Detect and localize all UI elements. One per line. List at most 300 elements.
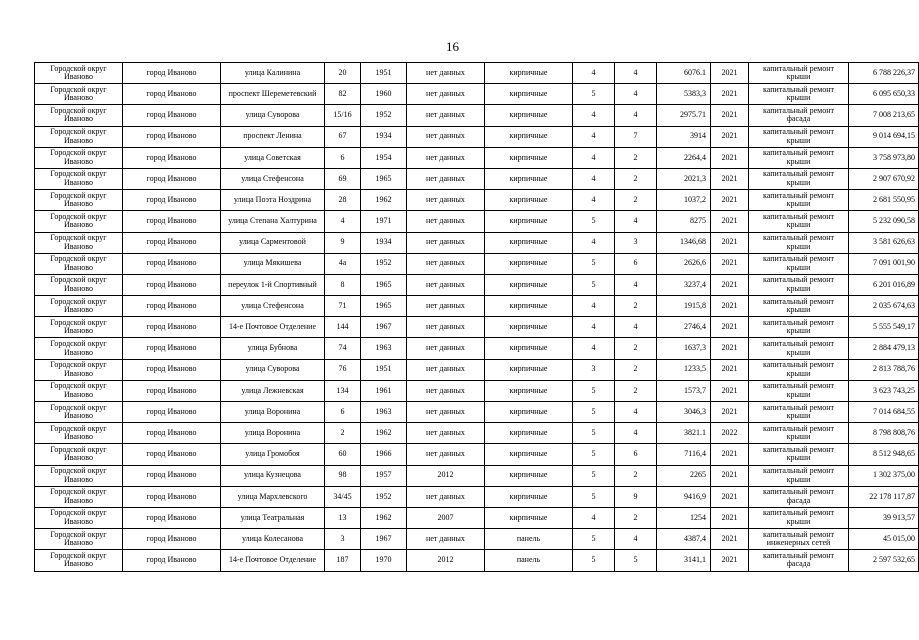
table-row [35,507,919,528]
cell-street: улица Советская [221,147,325,168]
cell-cost: 7 014 684,55 [849,402,919,423]
cell-house-number: 76 [325,359,361,380]
cell-work-type: капитальный ремонт крыши [749,232,849,253]
cell-city: город Иваново [123,147,221,168]
cell-street: проспект Шереметевский [221,84,325,105]
cell-floors: 5 [573,274,615,295]
cell-house-number: 13 [325,507,361,528]
cell-year-renovated: нет данных [407,147,485,168]
cell-area: 1915,8 [657,296,711,317]
cell-plan-year: 2021 [711,317,749,338]
cell-work-type: капитальный ремонт крыши [749,274,849,295]
cell-city: город Иваново [123,486,221,507]
cell-floors: 4 [573,105,615,126]
cell-floors: 5 [573,529,615,550]
cell-city: город Иваново [123,190,221,211]
cell-entrances: 2 [615,380,657,401]
cell-area: 1254 [657,507,711,528]
cell-area: 2021,3 [657,168,711,189]
cell-work-type: капитальный ремонт крыши [749,147,849,168]
cell-wall-material: кирпичные [485,486,573,507]
cell-wall-material: панель [485,550,573,571]
cell-street: улица Кузнецова [221,465,325,486]
cell-floors: 5 [573,550,615,571]
cell-house-number: 2 [325,423,361,444]
cell-floors: 4 [573,507,615,528]
cell-entrances: 2 [615,147,657,168]
cell-year-renovated: нет данных [407,529,485,550]
cell-house-number: 20 [325,63,361,84]
table-body [35,63,919,572]
cell-city: город Иваново [123,507,221,528]
cell-city: город Иваново [123,423,221,444]
cell-cost: 45 015,00 [849,529,919,550]
cell-house-number: 8 [325,274,361,295]
cell-work-type: капитальный ремонт крыши [749,190,849,211]
table-row [35,550,919,571]
cell-floors: 4 [573,338,615,359]
cell-street: проспект Ленина [221,126,325,147]
cell-city: город Иваново [123,465,221,486]
cell-house-number: 60 [325,444,361,465]
cell-district: Городской округ Иваново [35,359,123,380]
cell-city: город Иваново [123,84,221,105]
cell-city: город Иваново [123,274,221,295]
cell-district: Городской округ Иваново [35,486,123,507]
cell-entrances: 4 [615,84,657,105]
cell-district: Городской округ Иваново [35,211,123,232]
cell-work-type: капитальный ремонт крыши [749,126,849,147]
cell-plan-year: 2021 [711,529,749,550]
cell-work-type: капитальный ремонт инженерных сетей [749,529,849,550]
cell-year-renovated: 2012 [407,550,485,571]
cell-plan-year: 2021 [711,486,749,507]
cell-wall-material: кирпичные [485,211,573,232]
cell-area: 3141,1 [657,550,711,571]
cell-district: Городской округ Иваново [35,274,123,295]
cell-work-type: капитальный ремонт крыши [749,507,849,528]
cell-wall-material: кирпичные [485,317,573,338]
cell-work-type: капитальный ремонт фасада [749,486,849,507]
cell-city: город Иваново [123,296,221,317]
page-number: 16 [446,39,459,54]
cell-house-number: 144 [325,317,361,338]
cell-year-renovated: нет данных [407,84,485,105]
table-row [35,338,919,359]
cell-year-built: 1962 [361,507,407,528]
cell-area: 2264,4 [657,147,711,168]
cell-cost: 39 913,57 [849,507,919,528]
cell-district: Городской округ Иваново [35,253,123,274]
cell-wall-material: кирпичные [485,296,573,317]
table-row [35,296,919,317]
cell-cost: 2 907 670,92 [849,168,919,189]
cell-city: город Иваново [123,338,221,359]
cell-work-type: капитальный ремонт крыши [749,359,849,380]
cell-entrances: 4 [615,423,657,444]
cell-year-built: 1957 [361,465,407,486]
cell-cost: 2 597 532,65 [849,550,919,571]
cell-street: улица Бубнова [221,338,325,359]
cell-cost: 2 681 550,95 [849,190,919,211]
cell-floors: 3 [573,359,615,380]
cell-cost: 3 758 973,80 [849,147,919,168]
cell-plan-year: 2021 [711,147,749,168]
cell-plan-year: 2021 [711,211,749,232]
table-row [35,402,919,423]
cell-year-renovated: 2007 [407,507,485,528]
cell-floors: 4 [573,232,615,253]
cell-work-type: капитальный ремонт крыши [749,338,849,359]
cell-wall-material: кирпичные [485,126,573,147]
cell-work-type: капитальный ремонт крыши [749,317,849,338]
cell-year-built: 1962 [361,423,407,444]
cell-district: Городской округ Иваново [35,423,123,444]
cell-year-renovated: нет данных [407,423,485,444]
cell-work-type: капитальный ремонт фасада [749,105,849,126]
cell-floors: 5 [573,84,615,105]
cell-house-number: 4а [325,253,361,274]
table-row [35,232,919,253]
cell-year-built: 1971 [361,211,407,232]
cell-district: Городской округ Иваново [35,63,123,84]
cell-cost: 6 201 016,89 [849,274,919,295]
cell-floors: 5 [573,465,615,486]
cell-work-type: капитальный ремонт крыши [749,380,849,401]
cell-plan-year: 2021 [711,105,749,126]
cell-district: Городской округ Иваново [35,507,123,528]
cell-street: улица Воронина [221,423,325,444]
cell-wall-material: кирпичные [485,423,573,444]
cell-wall-material: кирпичные [485,380,573,401]
cell-floors: 5 [573,380,615,401]
table-row [35,253,919,274]
cell-plan-year: 2021 [711,63,749,84]
cell-year-renovated: нет данных [407,296,485,317]
cell-wall-material: кирпичные [485,402,573,423]
cell-plan-year: 2021 [711,168,749,189]
cell-city: город Иваново [123,63,221,84]
cell-area: 1233,5 [657,359,711,380]
cell-work-type: капитальный ремонт крыши [749,423,849,444]
cell-year-built: 1934 [361,126,407,147]
cell-street: переулок 1-й Спортивный [221,274,325,295]
cell-cost: 2 884 479,13 [849,338,919,359]
cell-district: Городской округ Иваново [35,529,123,550]
cell-wall-material: кирпичные [485,444,573,465]
cell-cost: 2 813 788,76 [849,359,919,380]
cell-house-number: 9 [325,232,361,253]
cell-year-renovated: нет данных [407,63,485,84]
cell-cost: 7 008 213,65 [849,105,919,126]
cell-work-type: капитальный ремонт крыши [749,211,849,232]
cell-area: 8275 [657,211,711,232]
cell-district: Городской округ Иваново [35,190,123,211]
cell-city: город Иваново [123,444,221,465]
cell-street: улица Мякишева [221,253,325,274]
cell-district: Городской округ Иваново [35,105,123,126]
cell-year-built: 1962 [361,190,407,211]
cell-year-renovated: нет данных [407,486,485,507]
cell-entrances: 4 [615,105,657,126]
cell-year-renovated: нет данных [407,232,485,253]
cell-wall-material: панель [485,529,573,550]
table-row [35,126,919,147]
cell-year-built: 1961 [361,380,407,401]
cell-plan-year: 2021 [711,190,749,211]
cell-cost: 5 555 549,17 [849,317,919,338]
cell-city: город Иваново [123,211,221,232]
cell-house-number: 4 [325,211,361,232]
cell-area: 9416,9 [657,486,711,507]
cell-wall-material: кирпичные [485,84,573,105]
cell-city: город Иваново [123,232,221,253]
cell-district: Городской округ Иваново [35,84,123,105]
cell-street: 14-е Почтовое Отделение [221,317,325,338]
cell-entrances: 4 [615,317,657,338]
cell-wall-material: кирпичные [485,507,573,528]
table-row [35,486,919,507]
cell-street: улица Поэта Ноздрина [221,190,325,211]
cell-plan-year: 2022 [711,423,749,444]
cell-year-built: 1966 [361,444,407,465]
cell-wall-material: кирпичные [485,63,573,84]
cell-district: Городской округ Иваново [35,126,123,147]
cell-entrances: 4 [615,274,657,295]
cell-cost: 3 623 743,25 [849,380,919,401]
cell-area: 2265 [657,465,711,486]
cell-entrances: 2 [615,168,657,189]
cell-plan-year: 2021 [711,380,749,401]
cell-house-number: 187 [325,550,361,571]
cell-street: улица Колесанова [221,529,325,550]
cell-house-number: 6 [325,147,361,168]
cell-entrances: 2 [615,507,657,528]
housing-repair-table [34,62,919,572]
cell-house-number: 69 [325,168,361,189]
cell-district: Городской округ Иваново [35,147,123,168]
cell-house-number: 34/45 [325,486,361,507]
cell-year-built: 1967 [361,529,407,550]
cell-district: Городской округ Иваново [35,168,123,189]
table-row [35,380,919,401]
cell-work-type: капитальный ремонт крыши [749,168,849,189]
cell-plan-year: 2021 [711,465,749,486]
cell-wall-material: кирпичные [485,105,573,126]
cell-floors: 4 [573,296,615,317]
cell-house-number: 71 [325,296,361,317]
cell-cost: 6 095 650,33 [849,84,919,105]
cell-house-number: 82 [325,84,361,105]
cell-city: город Иваново [123,126,221,147]
cell-entrances: 4 [615,211,657,232]
cell-area: 7116,4 [657,444,711,465]
cell-entrances: 4 [615,529,657,550]
cell-area: 6076.1 [657,63,711,84]
cell-district: Городской округ Иваново [35,317,123,338]
cell-floors: 5 [573,253,615,274]
cell-entrances: 6 [615,253,657,274]
cell-floors: 4 [573,168,615,189]
cell-wall-material: кирпичные [485,274,573,295]
cell-house-number: 15/16 [325,105,361,126]
cell-city: город Иваново [123,317,221,338]
cell-entrances: 9 [615,486,657,507]
cell-area: 2626,6 [657,253,711,274]
cell-year-built: 1965 [361,296,407,317]
table-row [35,465,919,486]
cell-wall-material: кирпичные [485,253,573,274]
cell-year-renovated: нет данных [407,190,485,211]
cell-plan-year: 2021 [711,550,749,571]
table-row [35,84,919,105]
cell-district: Городской округ Иваново [35,550,123,571]
cell-floors: 4 [573,190,615,211]
cell-year-renovated: нет данных [407,359,485,380]
cell-area: 1573,7 [657,380,711,401]
cell-year-built: 1934 [361,232,407,253]
cell-floors: 5 [573,486,615,507]
cell-area: 3914 [657,126,711,147]
cell-year-renovated: нет данных [407,126,485,147]
table-row [35,359,919,380]
cell-area: 1037,2 [657,190,711,211]
cell-cost: 2 035 674,63 [849,296,919,317]
cell-plan-year: 2021 [711,232,749,253]
cell-year-renovated: нет данных [407,338,485,359]
cell-cost: 9 014 694,15 [849,126,919,147]
cell-street: улица Сарментовой [221,232,325,253]
cell-year-built: 1965 [361,274,407,295]
cell-plan-year: 2021 [711,253,749,274]
cell-year-renovated: нет данных [407,105,485,126]
cell-wall-material: кирпичные [485,168,573,189]
cell-plan-year: 2021 [711,507,749,528]
cell-district: Городской округ Иваново [35,232,123,253]
table-row [35,274,919,295]
cell-street: улица Степана Халтурина [221,211,325,232]
cell-plan-year: 2021 [711,84,749,105]
cell-area: 3046,3 [657,402,711,423]
cell-floors: 4 [573,317,615,338]
cell-district: Городской округ Иваново [35,444,123,465]
cell-work-type: капитальный ремонт крыши [749,465,849,486]
cell-floors: 4 [573,147,615,168]
cell-entrances: 4 [615,402,657,423]
cell-year-built: 1963 [361,402,407,423]
cell-work-type: капитальный ремонт фасада [749,550,849,571]
cell-plan-year: 2021 [711,444,749,465]
cell-plan-year: 2021 [711,296,749,317]
table-row [35,423,919,444]
cell-year-built: 1970 [361,550,407,571]
cell-street: улица Воронина [221,402,325,423]
cell-work-type: капитальный ремонт крыши [749,444,849,465]
cell-year-built: 1951 [361,63,407,84]
cell-plan-year: 2021 [711,359,749,380]
cell-entrances: 3 [615,232,657,253]
cell-wall-material: кирпичные [485,147,573,168]
cell-wall-material: кирпичные [485,465,573,486]
cell-floors: 5 [573,444,615,465]
cell-city: город Иваново [123,359,221,380]
cell-house-number: 6 [325,402,361,423]
cell-year-built: 1951 [361,359,407,380]
cell-street: улица Громобоя [221,444,325,465]
cell-year-built: 1952 [361,105,407,126]
cell-area: 1637,3 [657,338,711,359]
cell-wall-material: кирпичные [485,232,573,253]
cell-area: 2746,4 [657,317,711,338]
cell-year-renovated: нет данных [407,211,485,232]
cell-city: город Иваново [123,380,221,401]
table-row [35,444,919,465]
cell-street: улица Мархлевского [221,486,325,507]
cell-plan-year: 2021 [711,126,749,147]
cell-city: город Иваново [123,529,221,550]
cell-plan-year: 2021 [711,402,749,423]
cell-entrances: 5 [615,550,657,571]
cell-city: город Иваново [123,253,221,274]
cell-entrances: 2 [615,190,657,211]
cell-house-number: 67 [325,126,361,147]
cell-house-number: 134 [325,380,361,401]
cell-floors: 5 [573,402,615,423]
table-row [35,147,919,168]
cell-house-number: 98 [325,465,361,486]
cell-area: 2975.71 [657,105,711,126]
table-row [35,190,919,211]
cell-district: Городской округ Иваново [35,296,123,317]
cell-year-renovated: нет данных [407,317,485,338]
cell-cost: 1 302 375,00 [849,465,919,486]
cell-year-built: 1967 [361,317,407,338]
cell-year-renovated: нет данных [407,168,485,189]
cell-work-type: капитальный ремонт крыши [749,253,849,274]
cell-area: 3237,4 [657,274,711,295]
cell-year-renovated: нет данных [407,380,485,401]
cell-street: улица Суворова [221,105,325,126]
cell-work-type: капитальный ремонт крыши [749,402,849,423]
cell-year-built: 1952 [361,253,407,274]
cell-cost: 6 788 226,37 [849,63,919,84]
cell-district: Городской округ Иваново [35,338,123,359]
cell-cost: 8 512 948,65 [849,444,919,465]
cell-cost: 5 232 090,58 [849,211,919,232]
cell-year-built: 1965 [361,168,407,189]
cell-district: Городской округ Иваново [35,380,123,401]
cell-house-number: 28 [325,190,361,211]
cell-wall-material: кирпичные [485,190,573,211]
cell-area: 3821.1 [657,423,711,444]
cell-plan-year: 2021 [711,274,749,295]
cell-area: 4387,4 [657,529,711,550]
cell-street: улица Суворова [221,359,325,380]
cell-plan-year: 2021 [711,338,749,359]
cell-year-built: 1954 [361,147,407,168]
cell-floors: 4 [573,63,615,84]
table-row [35,529,919,550]
cell-district: Городской округ Иваново [35,402,123,423]
cell-year-renovated: нет данных [407,274,485,295]
cell-year-built: 1963 [361,338,407,359]
table-row [35,168,919,189]
cell-floors: 5 [573,211,615,232]
table-row [35,105,919,126]
cell-year-renovated: нет данных [407,402,485,423]
cell-wall-material: кирпичные [485,338,573,359]
cell-street: улица Стефенсона [221,168,325,189]
